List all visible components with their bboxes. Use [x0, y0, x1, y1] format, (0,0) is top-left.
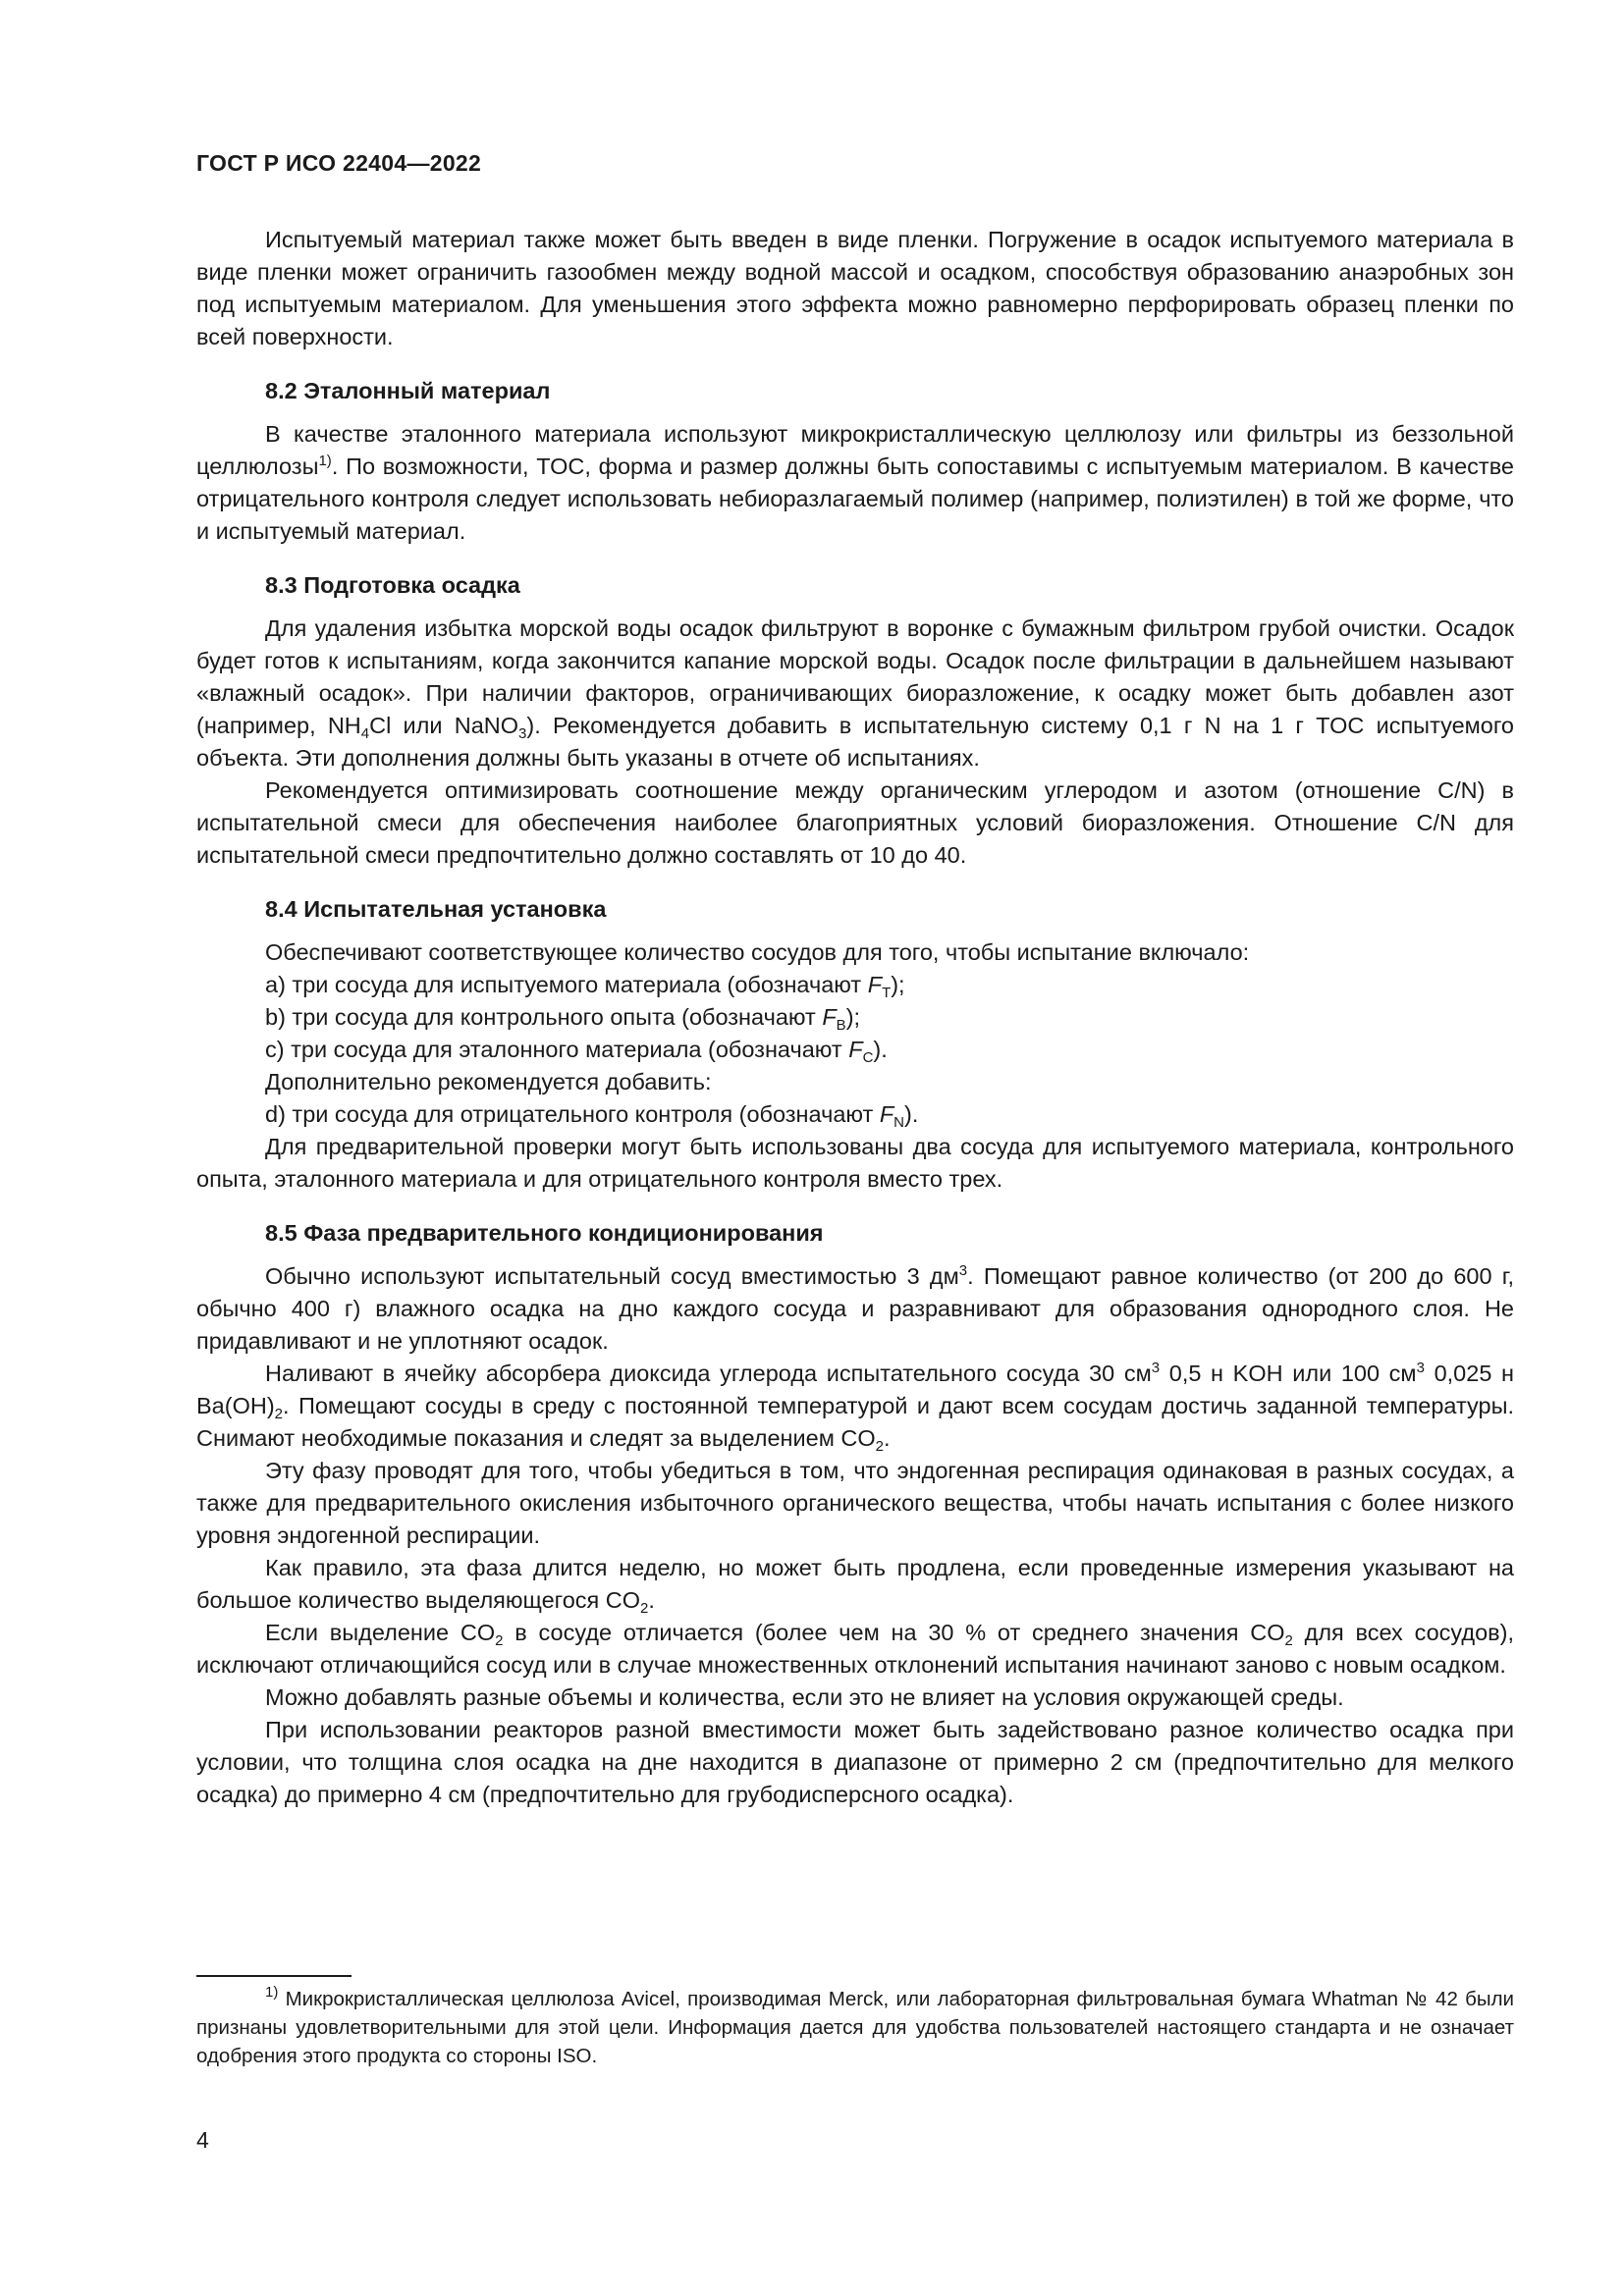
section-8-4-paragraph-3: Для предварительной проверки могут быть использованы два сосуда для испытуемого материала, контрольного опыта, эталонного материала и для отрицательного контроля вместо трех. — [196, 1134, 1514, 1192]
footnote-mark: 1) — [265, 1984, 279, 2001]
section-8-5-paragraph-3: Эту фазу проводят для того, чтобы убедиться в том, что эндогенная респирация одинаковая в разных сосудах, а также для предварительного окисления избыточного органического вещества, чтобы начать испытания с более низкого уровня эндогенной респирации. — [196, 1458, 1514, 1548]
section-8-5-paragraph-1: Обычно используют испытательный сосуд вместимостью 3 $дм^3$. Помещают равное количество (от 200 до 600 г, обычно 400 г) влажного осадка на дно каждого сосуда и разравнивают для образования однородного слоя. Не придавливают и не уплотняют осадок. — [196, 1262, 1514, 1354]
section-8-5-paragraph-4: Как правило, эта фаза длится неделю, но может быть продлена, если проведенные измерения указывают на большое количество выделяющегося $CO_2$. — [196, 1555, 1514, 1617]
section-8-5-paragraph-5: Если выделение $CO_2$ в сосуде отличается (более чем на 30 % от среднего значения $CO_2$ для всех сосудов), исключают отличающийся сосуд или в случае множественных отклонений испытания начинают заново с новым осадком. — [196, 1620, 1514, 1678]
section-8-4-paragraph-1: Обеспечивают соответствующее количество сосудов для того, чтобы испытание включало: — [265, 939, 1250, 965]
list-item-a: a) три сосуда для испытуемого материала (обозначают $F_T$); — [265, 972, 905, 1001]
footnote-text: Микрокристаллическая целлюлоза Avicel, производимая Merck, или лабораторная фильтровальная бумага Whatman № 42 были признаны удовлетворительными для этой цели. Информация дается для удобства пользователей настоящего стандарта и не означает одобрения этого продукта со стороны ISO. — [196, 1988, 1514, 2067]
footnote-divider — [196, 1975, 352, 1977]
page-number: 4 — [196, 2127, 209, 2153]
section-8-3-paragraph-1: Для удаления избытка морской воды осадок фильтруют в воронке с бумажным фильтром грубой очистки. Осадок будет готов к испытаниям, когда закончится капание морской воды. Осадок после фильтрации в дальнейшем называют «влажный осадок». При наличии факторов, ограничивающих биоразложение, к осадку может быть добавлен азот (например, $NH_4Cl$ или NaNO$_3$). Рекомендуется добавить в испытательную систему 0,1 г N на 1 г TOC испытуемого объекта. Эти дополнения должны быть указаны в отчете об испытаниях. — [196, 615, 1515, 771]
document-body — [196, 224, 1514, 1811]
section-8-2-paragraph: В качестве эталонного материала используют микрокристаллическую целлюлозу или фильтры из беззольной целлюлозы$^{1)}$. По возможности, TOC, форма и размер должны быть сопоставимы с испытуемым материалом. В качестве отрицательного контроля следует использовать небиоразлагаемый полимер (например, полиэтилен) в той же форме, что и испытуемый материал. — [196, 421, 1514, 544]
section-8-2-title: 8.2 Эталонный материал — [265, 378, 551, 403]
intro-paragraph: Испытуемый материал также может быть введен в виде пленки. Погружение в осадок испытуемого материала в виде пленки может ограничить газообмен между водной массой и осадком, способствуя образованию анаэробных зон под испытуемым материалом. Для уменьшения этого эффекта можно равномерно перфорировать образец пленки по всей поверхности. — [196, 227, 1514, 349]
section-8-5-title: 8.5 Фаза предварительного кондиционирования — [265, 1220, 824, 1246]
section-8-4-content — [196, 936, 1514, 1196]
list-item-b: b) три сосуда для контрольного опыта (обозначают $F_B$); — [265, 1004, 861, 1034]
list-item-d: d) три сосуда для отрицательного контроля (обозначают $F_N$). — [265, 1101, 919, 1131]
section-8-3-paragraph-2: Рекомендуется оптимизировать соотношение между органическим углеродом и азотом (отношение C/N) в испытательной смеси для обеспечения наиболее благоприятных условий биоразложения. Отношение C/N для испытательной смеси предпочтительно должно составлять от 10 до 40. — [196, 777, 1514, 868]
section-8-5-paragraph-6: Можно добавлять разные объемы и количества, если это не влияет на условия окружающей среды. — [265, 1684, 1344, 1710]
section-8-4-paragraph-2: Дополнительно рекомендуется добавить: — [265, 1069, 712, 1095]
section-8-5-paragraph-7: При использовании реакторов разной вместимости может быть задействовано разное количество осадка при условии, что толщина слоя осадка на дне находится в диапазоне от примерно 2 см (предпочтительно для мелкого осадка) до примерно 4 см (предпочтительно для грубодисперсного осадка). — [196, 1717, 1514, 1807]
footnote — [196, 1985, 1514, 2070]
list-item-c: c) три сосуда для эталонного материала (обозначают $F_C$). — [265, 1037, 888, 1066]
document-header: ГОСТ Р ИСО 22404—2022 — [196, 150, 482, 176]
section-8-4-title: 8.4 Испытательная установка — [265, 896, 607, 922]
section-8-3-title: 8.3 Подготовка осадка — [265, 572, 520, 598]
section-8-5-paragraph-2: Наливают в ячейку абсорбера диоксида углерода испытательного сосуда 30 $см^3$ 0,5 н KOH или 100 $см^3$ 0,025 н $Ba(OH)_2$. Помещают сосуды в среду с постоянной температурой и дают всем сосудам достичь заданной температуры. Снимают необходимые показания и следят за выделением $CO_2$. — [196, 1360, 1514, 1455]
footnote-ref: 1) — [318, 453, 332, 469]
